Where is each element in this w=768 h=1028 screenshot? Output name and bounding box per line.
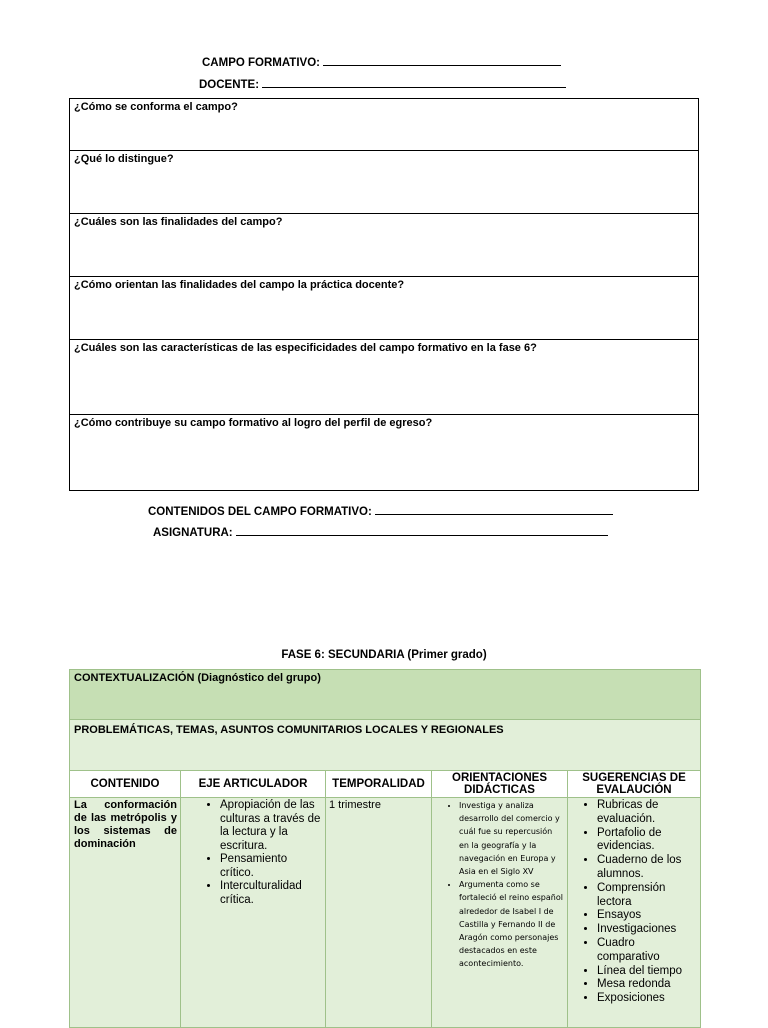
header-eje-articulador: EJE ARTICULADOR — [181, 771, 326, 798]
problematicas-cell[interactable] — [70, 720, 701, 771]
eje-articulador-list — [184, 799, 322, 907]
list-item: • Mesa redonda — [597, 978, 697, 992]
asignatura-blank[interactable] — [236, 525, 608, 536]
orientaciones-list — [435, 799, 564, 971]
fase-title: FASE 6: SECUNDARIA (Primer grado) — [281, 649, 487, 661]
contenido-cell[interactable] — [70, 798, 181, 1028]
question-text: ¿Cómo orientan las finalidades del campo la práctica docente? — [74, 279, 405, 291]
list-item: • Investiga y analiza desarrollo del comercio y cuál fue su repercusión en la geografía y la navegación en Europa y Asia en el Siglo XV — [459, 799, 564, 878]
question-text: ¿Cómo contribuye su campo formativo al logro del perfil de egreso? — [74, 417, 433, 429]
asignatura-label: ASIGNATURA: — [153, 527, 233, 539]
list-item: • Portafolio de evidencias. — [597, 827, 697, 855]
list-item: • Exposiciones — [597, 992, 697, 1006]
planning-table — [69, 669, 701, 1028]
contextualizacion-label: CONTEXTUALIZACIÓN (Diagnóstico del grupo) — [74, 672, 321, 684]
list-item: • Pensamiento crítico. — [220, 853, 322, 880]
header-sugerencias: SUGERENCIAS DE EVALAUCIÓN — [568, 771, 701, 798]
question-text: ¿Cuáles son las finalidades del campo? — [74, 216, 283, 228]
eje-articulador-cell[interactable] — [181, 798, 326, 1028]
question-row[interactable] — [70, 277, 698, 340]
list-item: • Línea del tiempo — [597, 965, 697, 979]
question-row[interactable] — [70, 214, 698, 277]
campo-formativo-line — [202, 55, 561, 69]
list-item: • Cuadro comparativo — [597, 937, 697, 965]
contenido-text: La conformación de las metrópolis y los sistemas de dominación — [74, 799, 177, 850]
docente-label: DOCENTE: — [199, 79, 260, 91]
question-row[interactable] — [70, 340, 698, 415]
header-temporalidad: TEMPORALIDAD — [326, 771, 432, 798]
campo-formativo-blank[interactable] — [323, 55, 561, 66]
docente-line — [199, 77, 566, 91]
problematicas-label: PROBLEMÁTICAS, TEMAS, ASUNTOS COMUNITARIOS LOCALES Y REGIONALES — [74, 724, 504, 736]
list-item: • Argumenta como se fortaleció el reino español alrededor de Isabel I de Castilla y Fernando II de Aragón como personajes destacados en este acontecimiento. — [459, 878, 564, 970]
header-contenido: CONTENIDO — [70, 771, 181, 798]
campo-formativo-label: CAMPO FORMATIVO: — [202, 57, 320, 69]
list-item: • Interculturalidad crítica. — [220, 880, 322, 907]
orientaciones-cell[interactable] — [432, 798, 568, 1028]
question-row[interactable] — [70, 151, 698, 214]
question-text: ¿Qué lo distingue? — [74, 153, 174, 165]
contenidos-line — [148, 504, 613, 518]
temporalidad-cell[interactable] — [326, 798, 432, 1028]
docente-blank[interactable] — [262, 77, 566, 88]
question-row[interactable] — [70, 99, 698, 151]
sugerencias-list — [571, 799, 697, 1006]
contenidos-blank[interactable] — [375, 504, 613, 515]
list-item: • Ensayos — [597, 909, 697, 923]
temporalidad-text: 1 trimestre — [329, 799, 381, 811]
header-orientaciones: ORIENTACIONES DIDÁCTICAS — [432, 771, 568, 798]
contextualizacion-cell[interactable] — [70, 670, 701, 720]
asignatura-line — [153, 525, 608, 539]
list-item: • Investigaciones — [597, 923, 697, 937]
question-text: ¿Cómo se conforma el campo? — [74, 101, 238, 113]
list-item: • Cuaderno de los alumnos. — [597, 854, 697, 882]
sugerencias-cell[interactable] — [568, 798, 701, 1028]
contenidos-label: CONTENIDOS DEL CAMPO FORMATIVO: — [148, 506, 372, 518]
question-text: ¿Cuáles son las características de las especificidades del campo formativo en la fase 6? — [74, 342, 537, 354]
list-item: • Apropiación de las culturas a través de la lectura y la escritura. — [220, 799, 322, 853]
list-item: • Comprensión lectora — [597, 882, 697, 910]
questions-box — [69, 98, 699, 491]
list-item: • Rubricas de evaluación. — [597, 799, 697, 827]
question-row[interactable] — [70, 415, 698, 490]
